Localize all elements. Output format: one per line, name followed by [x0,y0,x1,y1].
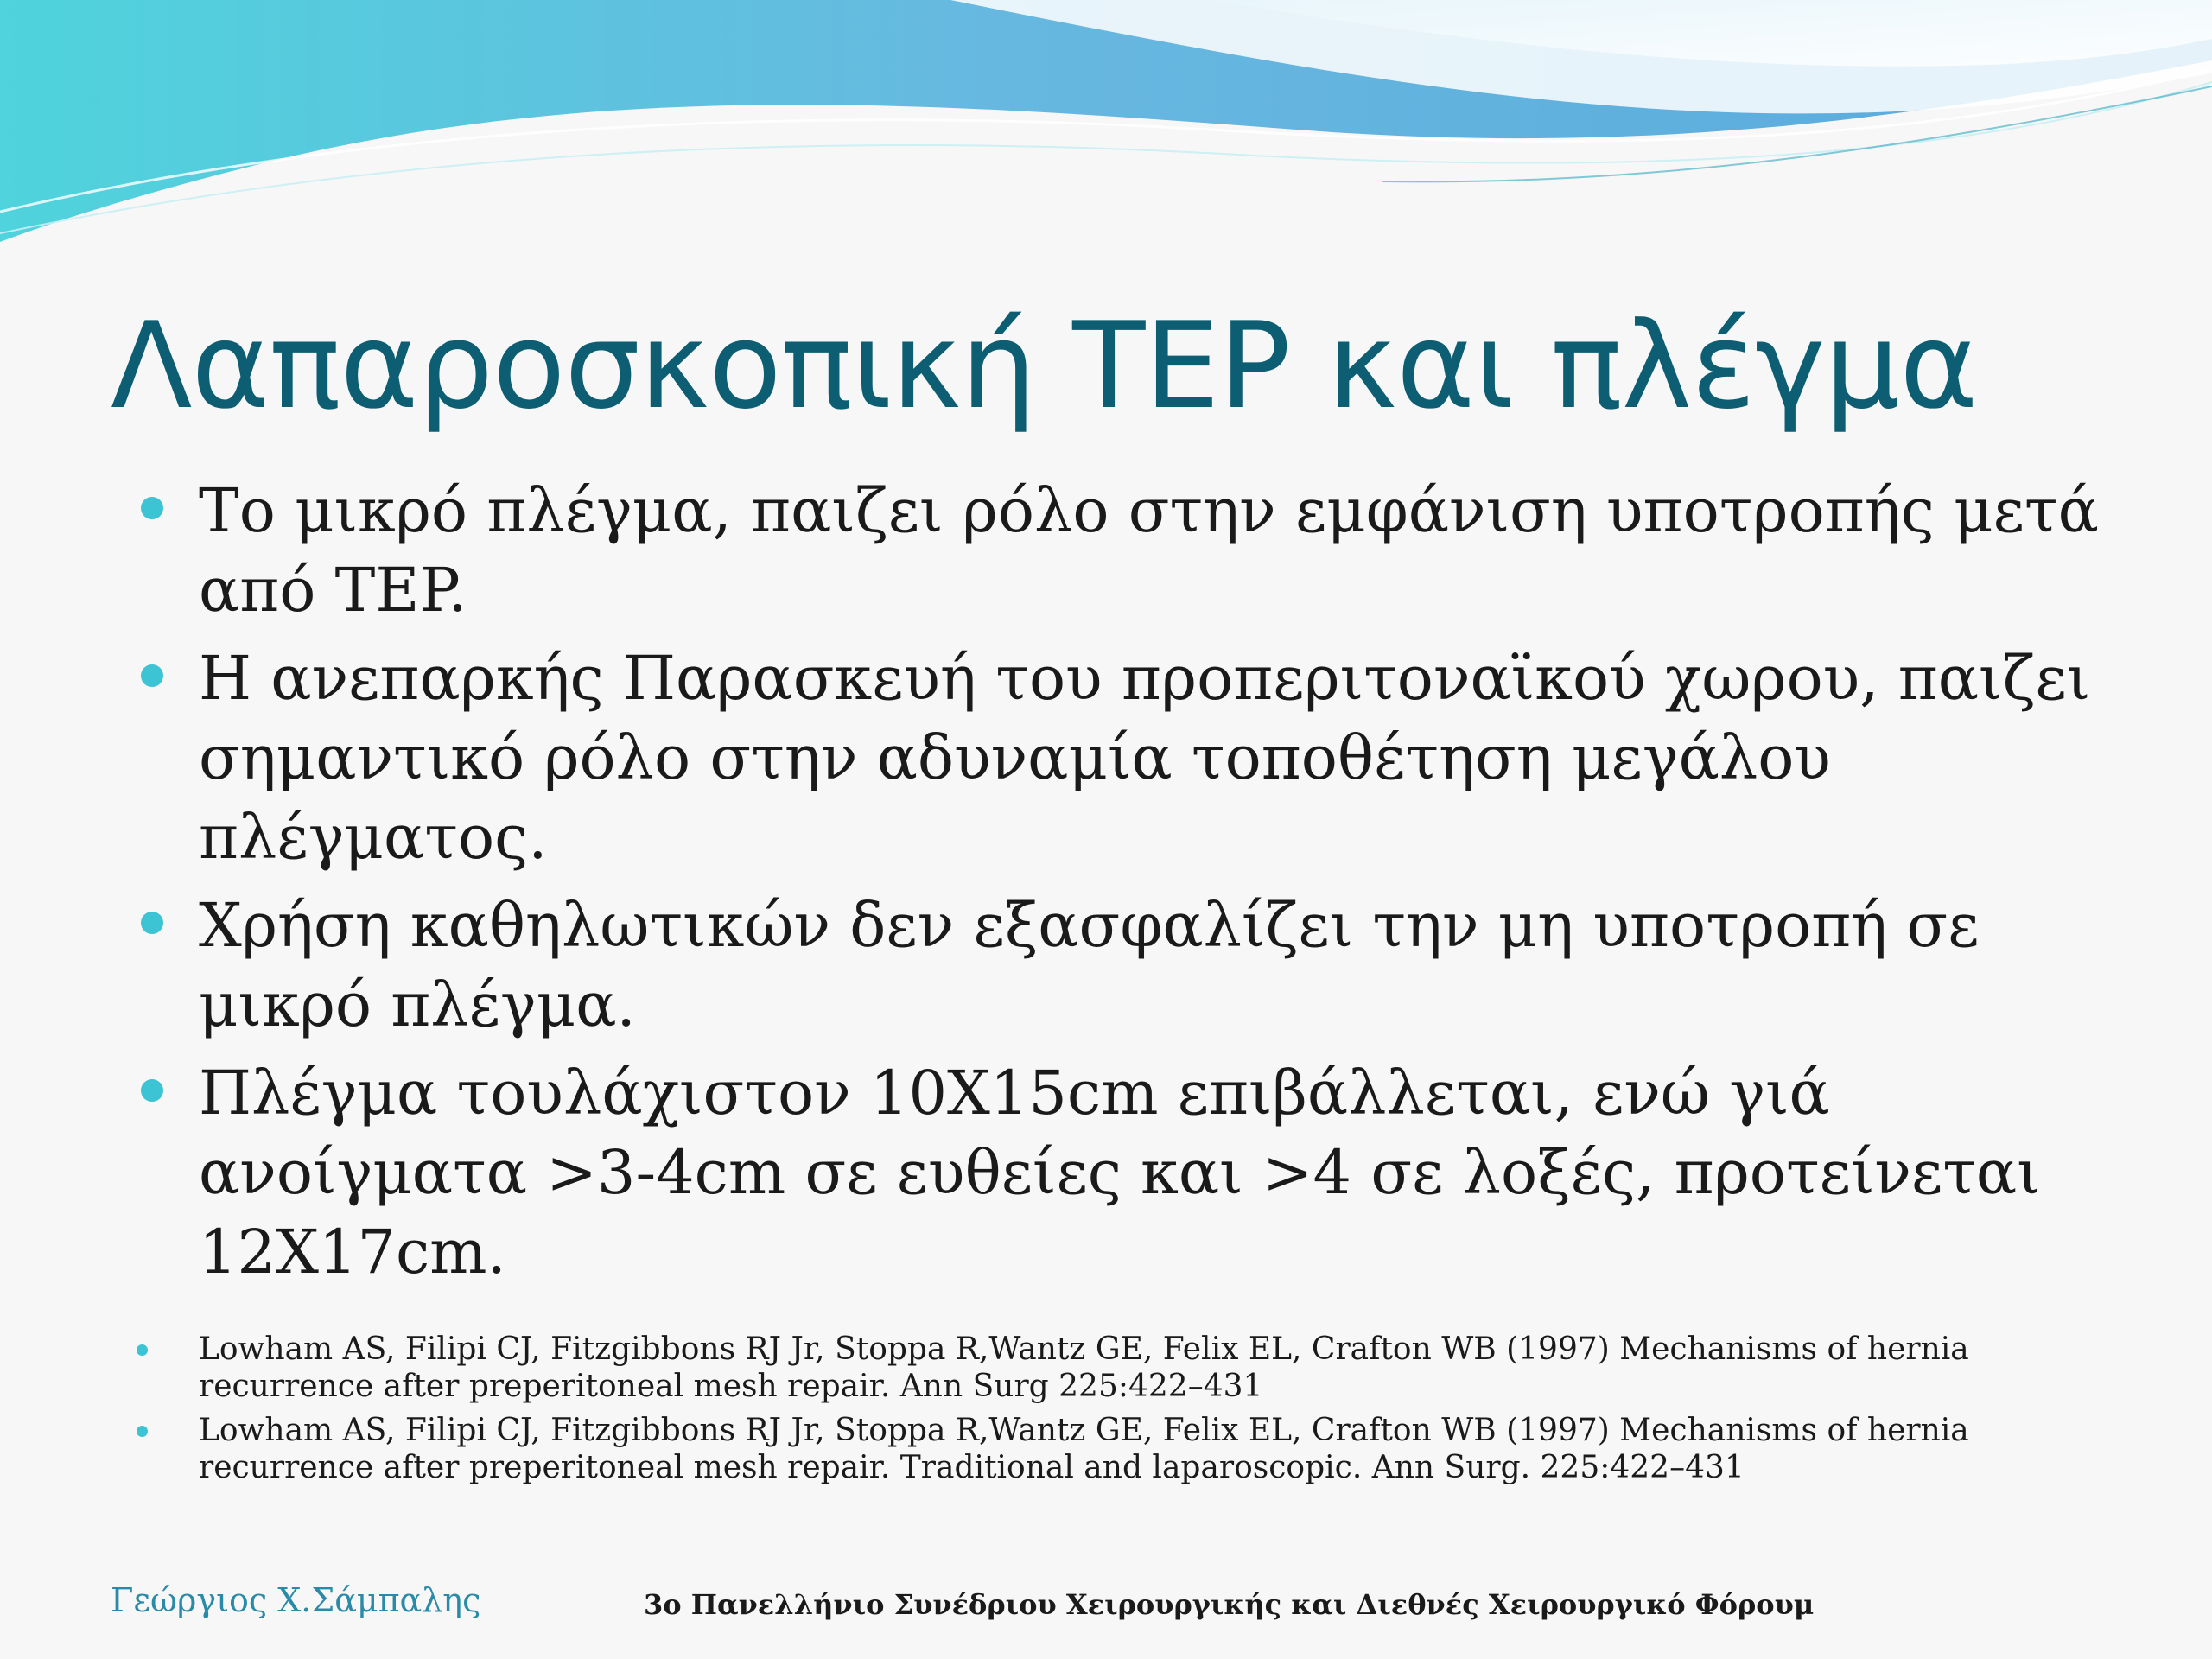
header-wave-decoration [0,0,2212,259]
reference-item [134,1412,2121,1486]
bullet-text: Χρήση καθηλωτικών δεν εξασφαλίζει την μη υποτροπή σε μικρό πλέγμα. [199,890,1980,1040]
bullet-text: Η ανεπαρκής Παρασκευή του προπεριτοναϊκού χωρου, παιζει σημαντικό ρόλο στην αδυναμία τοποθέτηση μεγάλου πλέγματος. [199,643,2091,873]
bullet-text: Το μικρό πλέγμα, παιζει ρόλο στην εμφάνιση υποτροπής μετά από TEP. [199,475,2099,626]
reference-text: Lowham AS, Filipi CJ, Fitzgibbons RJ Jr, Stoppa R,Wantz GE, Felix EL, Crafton WB (1997) Mechanisms of hernia recurrence after preperitoneal mesh repair. Ann Surg 225:422–431 [199,1332,1969,1404]
bullet-dot-icon [141,497,163,519]
slide-title: Λαπαροσκοπική TEP και πλέγμα [111,296,1978,435]
bullet-dot-icon [141,1079,163,1102]
bullet-item [134,1053,2121,1292]
bullet-item [134,886,2121,1045]
reference-list [134,1331,2121,1493]
bullet-dot-icon [137,1426,148,1437]
reference-text: Lowham AS, Filipi CJ, Fitzgibbons RJ Jr, Stoppa R,Wantz GE, Felix EL, Crafton WB (1997) Mechanisms of hernia recurrence after preperitoneal mesh repair. Traditional and laparoscopic. Ann Surg. 225:422–431 [199,1413,1969,1485]
bullet-item [134,639,2121,877]
bullet-dot-icon [141,912,163,934]
bullet-dot-icon [141,664,163,687]
bullet-list [134,471,2121,1300]
bullet-text: Πλέγμα τουλάχιστον 10Χ15cm επιβάλλεται, ενώ γιά ανοίγματα >3-4cm σε ευθείες και >4 σε λοξές, προτείνεται 12Χ17cm. [199,1058,2041,1287]
reference-item [134,1331,2121,1405]
footer-author: Γεώργιος Χ.Σάμπαλης [111,1581,481,1619]
bullet-dot-icon [137,1344,148,1356]
bullet-item [134,471,2121,630]
footer-conference: 3ο Πανελλήνιο Συνέδριου Χειρουργικής και Διεθνές Χειρουργικό Φόρουμ [644,1588,1815,1621]
